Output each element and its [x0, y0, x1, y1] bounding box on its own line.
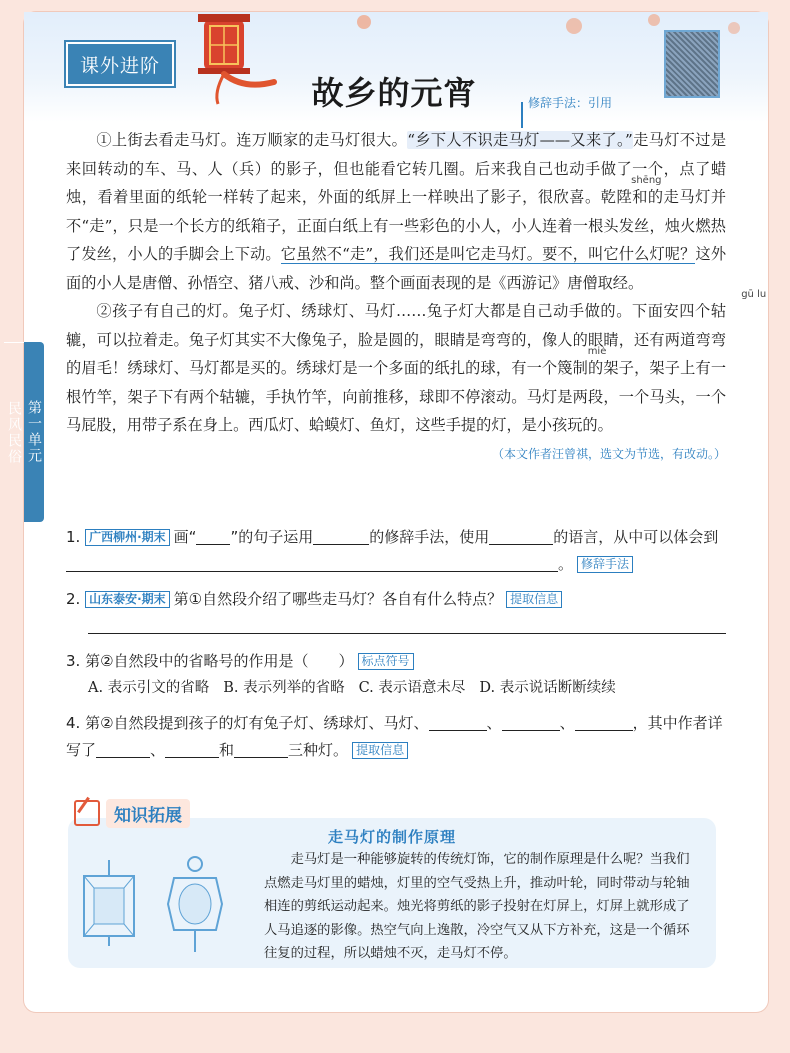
annotation-pointer: [521, 102, 523, 128]
q3-choice-c[interactable]: C. 表示语意未尽: [358, 680, 466, 696]
q1-number: 1.: [66, 528, 81, 546]
pinyin-sheng: shēng: [631, 175, 662, 186]
essay-paragraph-1: [66, 126, 726, 297]
q2-source-tag: 山东泰安·期末: [85, 591, 170, 608]
p2-text-a: ②孩子有自己的灯。兔子灯、绣球灯、马灯……兔子灯大都是自己动手做的。下面安四个: [96, 302, 711, 320]
pinyin-gulu: gū lu: [741, 289, 767, 300]
question-4: [66, 710, 726, 764]
q1-text-e: 。: [558, 555, 574, 573]
q3-choice-b[interactable]: B. 表示列举的省略: [223, 680, 345, 696]
question-1: [66, 524, 726, 578]
q4-sep-1: 、: [486, 714, 502, 732]
ruby-char-mie: 篾: [557, 359, 573, 377]
q4-blank-6[interactable]: [234, 741, 288, 758]
q3-choices: [66, 675, 726, 702]
ruby-char-gulu: 轱辘: [66, 302, 726, 349]
q1-blank-4[interactable]: [66, 555, 558, 572]
q4-blank-4[interactable]: [96, 741, 150, 758]
ruby-char-qian: 乾: [600, 188, 617, 206]
p1-text-a: ①上街去看走马灯。连万顺家的走马灯很大。: [96, 131, 408, 149]
p1-text-c: 陞和的走马灯并不“走”，只是一个长方的纸箱子，正面白纸上有一些彩色的小人，小人连着一根头发丝，烛火燃热了发丝，小人的手脚会上下动。: [66, 188, 727, 263]
q1-text-b: ”的句子运用: [230, 528, 314, 546]
workbook-page: [6, 12, 768, 1012]
p1-highlighted-quote: “乡下人不识走马灯——又来了。”: [407, 131, 633, 149]
p1-text-d: 这外面的小人是唐僧、孙悟空、猪八戒、沙和尚。整个画面表现的是《西游记》唐僧取经。: [66, 245, 727, 292]
q4-blank-2[interactable]: [502, 714, 560, 731]
q4-skill-tag: 提取信息: [352, 742, 408, 759]
pencil-book-icon: [74, 800, 100, 826]
p2-text-b: ，可以拉着走。兔子灯其实不大像兔子，脸是圆的，眼睛是弯弯的，像人的眼睛，还有两道弯弯的眉毛！绣球灯、马灯都是买的。绣球灯是一个多面的纸扎的球，有一个: [66, 330, 727, 377]
p1-underlined-sentence: 它虽然不“走”，我们还是叫它走马灯。要不，叫它什么灯呢？: [280, 245, 696, 263]
knowledge-title: 走马灯的制作原理: [327, 828, 456, 846]
q1-text-a: 画“: [173, 528, 197, 546]
q4-blank-1[interactable]: [429, 714, 487, 731]
question-3: [66, 648, 726, 702]
q2-text: 第①自然段介绍了哪些走马灯？各自有什么特点？: [173, 590, 503, 608]
unit-side-tab: [6, 342, 44, 522]
essay-paragraph-2: [66, 289, 767, 461]
lantern-frame-icon: [78, 858, 140, 948]
q3-skill-tag: 标点符号: [358, 653, 414, 670]
p1-text-b: 走马灯不过是来回转动的车、马、人（兵）的影子，但也能看它转几圈。后来我自己也动手做了一个，点了蜡烛，看着里面的纸轮一样转了起来，外面的纸屏上一样映出了影子，很欣喜。: [66, 131, 727, 206]
question-2: [66, 586, 726, 634]
q1-blank-2[interactable]: [313, 528, 369, 545]
knowledge-box: [68, 818, 716, 968]
essay-source-note: （本文作者汪曾祺，选文为节选，有改动。）: [491, 446, 726, 461]
unit-theme: 民风民俗: [4, 342, 24, 522]
q1-text-c: 的修辞手法，使用: [369, 528, 490, 546]
q1-blank-3[interactable]: [489, 528, 553, 545]
q2-skill-tag: 提取信息: [506, 591, 562, 608]
section-tag: 课外进阶: [66, 42, 174, 86]
q4-sep-2: 、: [559, 714, 575, 732]
q3-choice-d[interactable]: D. 表示说话断断续续: [479, 680, 616, 696]
questions-section: [66, 524, 726, 764]
q1-blank-1[interactable]: [196, 528, 230, 545]
ruby-mie: [557, 346, 607, 377]
knowledge-heading-label: 知识拓展: [106, 799, 190, 828]
q2-number: 2.: [66, 590, 81, 608]
pinyin-mie: miè: [587, 346, 607, 357]
q4-blank-3[interactable]: [575, 714, 633, 731]
knowledge-heading: [74, 798, 190, 828]
q3-text: 第②自然段中的省略号的作用是（ ）: [85, 652, 354, 670]
q2-answer-line[interactable]: [88, 619, 726, 634]
q4-blank-5[interactable]: [165, 741, 219, 758]
q1-source-tag: 广西柳州·期末: [85, 529, 170, 546]
q4-text-b: ，其中作者详写了: [66, 714, 723, 759]
q4-text-c: 和: [219, 741, 235, 759]
knowledge-text: 走马灯是一种能够旋转的传统灯饰，它的制作原理是什么呢？当我们点燃走马灯里的蜡烛，灯里的空气受热上升，推动叶轮，同时带动与轮轴相连的剪纸运动起来。烛光将剪纸的影子投射在灯屏上，灯屏上就形成了人马追逐的影像。热空气向上逸散，冷空气又从下方补充，这是一个循环往复的过程，所以蜡烛不灭，走马灯不停。: [264, 852, 690, 961]
q4-number: 4.: [66, 714, 81, 732]
q4-text-d: 三种灯。: [288, 741, 349, 759]
ruby-sheng: [600, 175, 662, 206]
q4-text-a: 第②自然段提到孩子的灯有兔子灯、绣球灯、马灯、: [85, 714, 429, 732]
q3-number: 3.: [66, 652, 81, 670]
q1-text-d: 的语言，从中可以体会到: [553, 528, 719, 546]
q3-choice-a[interactable]: A. 表示引文的省略: [88, 680, 210, 696]
page-title: 故乡的元宵: [311, 74, 477, 112]
q4-sep-3: 、: [150, 741, 166, 759]
decorated-lantern-icon: [162, 854, 228, 954]
rhetoric-annotation: 修辞手法：引用: [528, 96, 613, 110]
essay-body: [66, 126, 767, 468]
q1-skill-tag: 修辞手法: [577, 556, 633, 573]
p2-text-c: 制的架子，架子上有一根竹竿，架子下有两个轱辘，手执竹竿，向前推移，球即不停滚动。马灯是两段，一个马头，一个马屁股，用带子系在身上。西瓜灯、蛤蟆灯、鱼灯，这些手提的灯，是小孩玩的。: [66, 359, 727, 434]
qr-code-icon[interactable]: [664, 30, 720, 98]
unit-label: 第一单元: [26, 400, 42, 464]
